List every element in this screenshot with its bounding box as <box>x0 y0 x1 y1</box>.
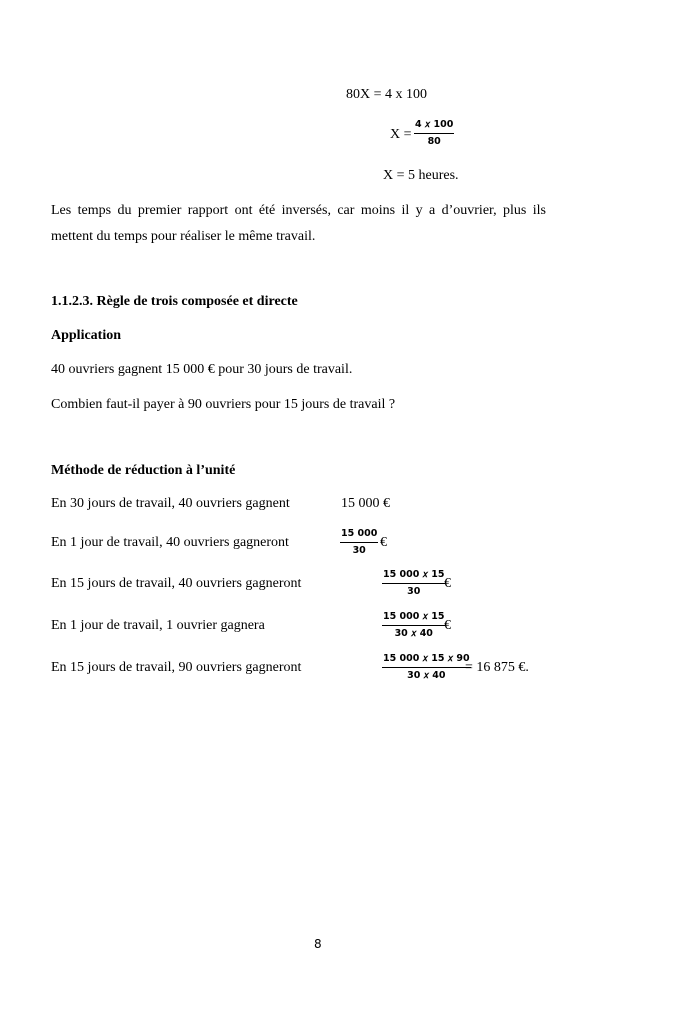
method-row-1-value: 15 000 € <box>341 496 390 511</box>
application-line-1: 40 ouvriers gagnent 15 000 € pour 30 jours de travail. <box>51 362 353 377</box>
method-row-5-denominator: 30 𝑥 40 <box>407 669 446 681</box>
page-number: 8 <box>314 937 322 951</box>
equation-2-lhs: X = <box>390 127 412 142</box>
method-row-2-label: En 1 jour de travail, 40 ouvriers gagneront <box>51 535 289 550</box>
method-row-3-suffix: € <box>444 576 451 591</box>
method-row-5-fraction <box>382 654 471 680</box>
method-row-3-label: En 15 jours de travail, 40 ouvriers gagneront <box>51 576 302 591</box>
method-row-4-denominator: 30 𝑥 40 <box>394 627 433 639</box>
equation-2-denominator: 80 <box>427 135 441 147</box>
method-row-4-numerator: 15 000 𝑥 15 <box>382 612 446 626</box>
method-row-4-fraction <box>382 612 446 638</box>
method-row-5-label: En 15 jours de travail, 90 ouvriers gagneront <box>51 660 302 675</box>
method-row-2-denominator: 30 <box>352 544 366 556</box>
method-row-2-numerator: 15 000 <box>340 529 378 543</box>
equation-2-fraction <box>414 120 454 146</box>
method-row-3-denominator: 30 <box>407 585 421 597</box>
equation-1: 80X = 4 x 100 <box>346 87 428 102</box>
method-heading: Méthode de réduction à l’unité <box>51 463 236 478</box>
method-row-3-numerator: 15 000 𝑥 15 <box>382 570 446 584</box>
application-heading: Application <box>51 328 122 343</box>
method-row-2-fraction <box>340 529 378 555</box>
equation-2-numerator: 4 𝑥 100 <box>414 120 454 134</box>
method-row-5-numerator: 15 000 𝑥 15 𝑥 90 <box>382 654 471 668</box>
method-row-5-result: = 16 875 €. <box>465 660 529 675</box>
method-row-1-label: En 30 jours de travail, 40 ouvriers gagnent <box>51 496 290 511</box>
method-row-4-label: En 1 jour de travail, 1 ouvrier gagnera <box>51 618 265 633</box>
application-line-2: Combien faut-il payer à 90 ouvriers pour 15 jours de travail ? <box>51 397 396 412</box>
section-heading: 1.1.2.3. Règle de trois composée et directe <box>51 294 298 309</box>
method-row-3-fraction <box>382 570 446 596</box>
explanation-paragraph: Les temps du premier rapport ont été inversés, car moins il y a d’ouvrier, plus ils mettent du temps pour réaliser le même travail. <box>51 203 546 244</box>
method-row-2-suffix: € <box>380 535 387 550</box>
equation-3: X = 5 heures. <box>383 168 459 183</box>
method-row-4-suffix: € <box>444 618 451 633</box>
